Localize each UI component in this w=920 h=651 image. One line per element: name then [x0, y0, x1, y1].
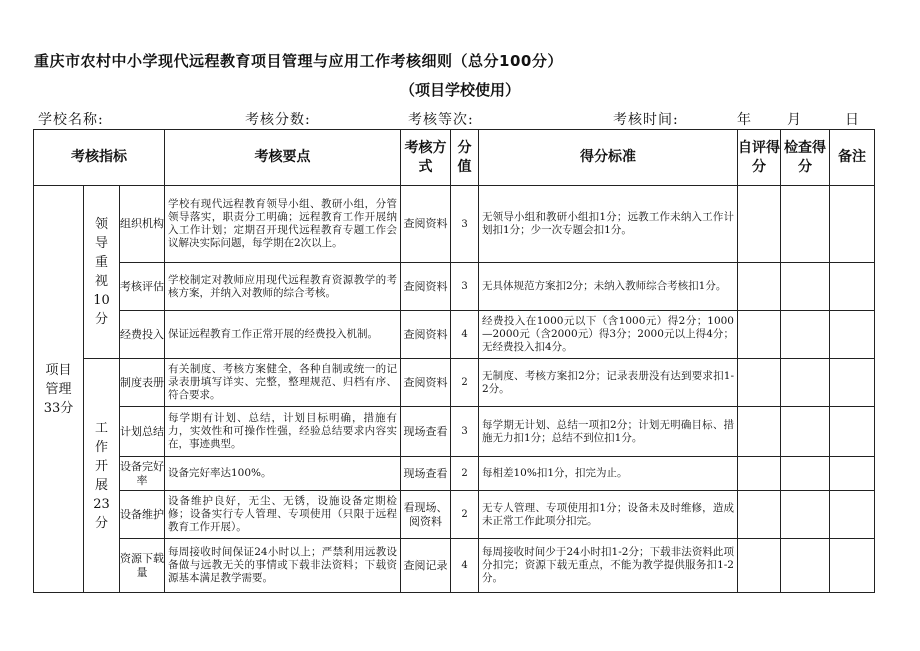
header-note: 备注 [830, 130, 875, 186]
header-standard: 得分标准 [479, 130, 738, 186]
header-value: 分值 [451, 130, 479, 186]
standard-cell: 无制度、考核方案扣2分；记录表册没有达到要求扣1-2分。 [479, 359, 738, 407]
grade-label: 考核等次: [408, 112, 474, 128]
group-cell-work: 工 作 开 展 23 分 [84, 359, 120, 593]
day-label: 日 [845, 112, 860, 128]
points-cell: 每周接收时间保证24小时以上；严禁利用远教设备做与远教无关的事情或下载非法资料；下载资源基本满足教学需要。 [165, 539, 401, 593]
header-points: 考核要点 [165, 130, 401, 186]
document-subtitle: （项目学校使用） [399, 81, 520, 99]
item-cell: 设备维护 [120, 491, 165, 539]
value-cell: 2 [451, 491, 479, 539]
item-cell: 设备完好率 [120, 457, 165, 491]
table-row [34, 407, 875, 457]
time-label: 考核时间: [613, 112, 679, 128]
note-cell[interactable] [830, 359, 875, 407]
table-row [34, 457, 875, 491]
year-label: 年 [737, 112, 752, 128]
header-method: 考核方式 [401, 130, 451, 186]
item-cell: 制度表册 [120, 359, 165, 407]
value-cell: 4 [451, 539, 479, 593]
document-title: 重庆市农村中小学现代远程教育项目管理与应用工作考核细则（总分100分） [34, 52, 563, 70]
value-cell: 3 [451, 407, 479, 457]
points-cell: 学校有现代远程教育领导小组、教研小组，分管领导落实，职责分工明确；远程教育工作开展纳入工作计划；定期召开现代远程教育专题工作会议解决实际问题，每学期在2次以上。 [165, 186, 401, 263]
table-row [34, 263, 875, 311]
table-row [34, 359, 875, 407]
method-cell: 看现场、阅资料 [401, 491, 451, 539]
points-cell: 有关制度、考核方案健全，各种自制或统一的记录表册填写详实、完整，整理规范、归档有序、符合要求。 [165, 359, 401, 407]
note-cell[interactable] [830, 186, 875, 263]
header-self-score: 自评得分 [738, 130, 781, 186]
standard-cell: 每相差10%扣1分，扣完为止。 [479, 457, 738, 491]
value-cell: 4 [451, 311, 479, 359]
note-cell[interactable] [830, 539, 875, 593]
standard-cell: 每学期无计划、总结一项扣2分；计划无明确目标、措施无力扣1分；总结不到位扣1分。 [479, 407, 738, 457]
item-cell: 组织机构 [120, 186, 165, 263]
assessment-table [33, 129, 875, 593]
header-indicator: 考核指标 [34, 130, 165, 186]
value-cell: 2 [451, 457, 479, 491]
check-score-cell[interactable] [781, 263, 830, 311]
value-cell: 2 [451, 359, 479, 407]
group-cell-leadership: 领 导 重 视 10 分 [84, 186, 120, 359]
method-cell: 查阅记录 [401, 539, 451, 593]
points-cell: 设备维护良好，无尘、无锈，设施设备定期检修；设备实行专人管理、专项使用（只限于远程教育工作开展）。 [165, 491, 401, 539]
method-cell: 现场查看 [401, 457, 451, 491]
check-score-cell[interactable] [781, 186, 830, 263]
self-score-cell[interactable] [738, 311, 781, 359]
method-cell: 查阅资料 [401, 186, 451, 263]
table-row [34, 539, 875, 593]
table-row [34, 186, 875, 263]
check-score-cell[interactable] [781, 407, 830, 457]
points-cell: 每学期有计划、总结，计划目标明确，措施有力，实效性和可操作性强，经验总结要求内容实在，事迹典型。 [165, 407, 401, 457]
item-cell: 经费投入 [120, 311, 165, 359]
self-score-cell[interactable] [738, 491, 781, 539]
note-cell[interactable] [830, 491, 875, 539]
note-cell[interactable] [830, 263, 875, 311]
check-score-cell[interactable] [781, 457, 830, 491]
note-cell[interactable] [830, 457, 875, 491]
month-label: 月 [787, 112, 802, 128]
check-score-cell[interactable] [781, 539, 830, 593]
points-cell: 学校制定对教师应用现代远程教育资源教学的考核方案，并纳入对教师的综合考核。 [165, 263, 401, 311]
points-cell: 设备完好率达100%。 [165, 457, 401, 491]
note-cell[interactable] [830, 407, 875, 457]
item-cell: 考核评估 [120, 263, 165, 311]
table-row [34, 311, 875, 359]
check-score-cell[interactable] [781, 491, 830, 539]
category-cell: 项目 管理 33分 [34, 186, 84, 593]
self-score-cell[interactable] [738, 359, 781, 407]
self-score-cell[interactable] [738, 539, 781, 593]
standard-cell: 无领导小组和教研小组扣1分；远教工作未纳入工作计划扣1分；少一次专题会扣1分。 [479, 186, 738, 263]
method-cell: 查阅资料 [401, 359, 451, 407]
method-cell: 查阅资料 [401, 263, 451, 311]
score-label: 考核分数: [245, 112, 311, 128]
value-cell: 3 [451, 263, 479, 311]
standard-cell: 无具体规范方案扣2分；未纳入教师综合考核扣1分。 [479, 263, 738, 311]
header-check-score: 检查得分 [781, 130, 830, 186]
self-score-cell[interactable] [738, 263, 781, 311]
item-cell: 计划总结 [120, 407, 165, 457]
check-score-cell[interactable] [781, 311, 830, 359]
standard-cell: 每周接收时间少于24小时扣1-2分；下载非法资料此项分扣完；资源下载无重点，不能为教学提供服务扣1-2分。 [479, 539, 738, 593]
method-cell: 现场查看 [401, 407, 451, 457]
header-row [34, 130, 875, 186]
note-cell[interactable] [830, 311, 875, 359]
standard-cell: 无专人管理、专项使用扣1分；设备未及时维修，造成未正常工作此项分扣完。 [479, 491, 738, 539]
self-score-cell[interactable] [738, 186, 781, 263]
self-score-cell[interactable] [738, 407, 781, 457]
self-score-cell[interactable] [738, 457, 781, 491]
school-name-label: 学校名称: [38, 112, 104, 128]
standard-cell: 经费投入在1000元以下（含1000元）得2分；1000—2000元（含2000元）得3分；2000元以上得4分；无经费投入扣4分。 [479, 311, 738, 359]
check-score-cell[interactable] [781, 359, 830, 407]
points-cell: 保证远程教育工作正常开展的经费投入机制。 [165, 311, 401, 359]
item-cell: 资源下载量 [120, 539, 165, 593]
method-cell: 查阅资料 [401, 311, 451, 359]
value-cell: 3 [451, 186, 479, 263]
table-row [34, 491, 875, 539]
